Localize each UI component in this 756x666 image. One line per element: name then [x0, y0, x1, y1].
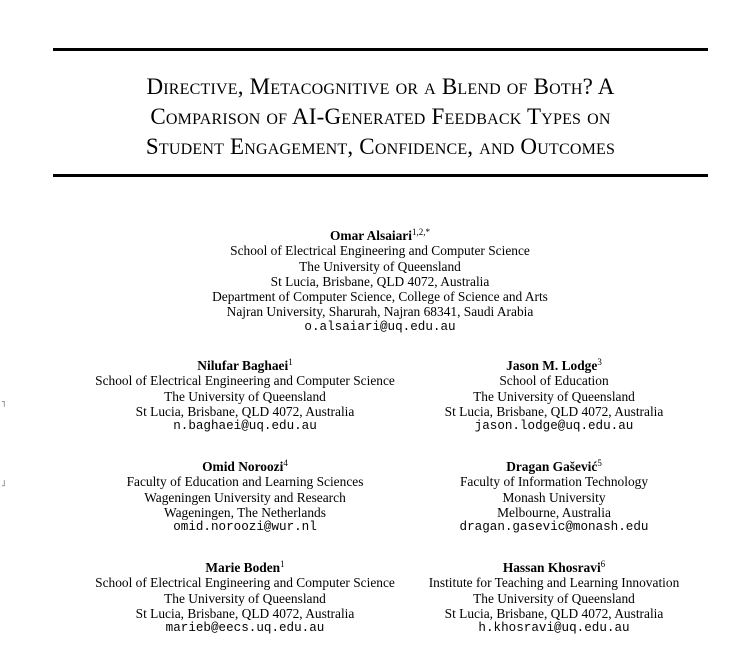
affiliation-line: The University of Queensland: [473, 388, 635, 404]
author-superscript: 1,2,*: [411, 227, 430, 237]
author-name: Marie Boden$^1$: [205, 559, 285, 575]
affiliation-line: School of Electrical Engineering and Computer Science: [95, 575, 395, 591]
author-block-baghaei: [65, 358, 425, 434]
author-email: h.khosravi@uq.edu.au: [478, 621, 630, 636]
title-line: Student Engagement, Confidence, and Outcomes: [145, 134, 616, 159]
affiliation-line: School of Electrical Engineering and Computer Science: [230, 243, 530, 259]
affiliation-line: Melbourne, Australia: [497, 504, 611, 520]
author-name: Omar Alsaiari$^{1,2,*}$: [330, 227, 430, 243]
author-name: Omid Noroozi$^4$: [202, 458, 288, 474]
affiliation-line: School of Education: [499, 373, 609, 389]
author-block-noroozi: [65, 459, 425, 535]
author-email: omid.noroozi@wur.nl: [173, 520, 317, 535]
author-email: o.alsaiari@uq.edu.au: [304, 319, 456, 334]
author-email: jason.lodge@uq.edu.au: [474, 419, 634, 434]
paper-title: [53, 72, 708, 162]
author-name: Hassan Khosravi$^6$: [502, 559, 606, 575]
affiliation-line: St Lucia, Brisbane, QLD 4072, Australia: [444, 605, 664, 621]
author-name: Nilufar Baghaei$^1$: [197, 357, 293, 373]
affiliation-line: Department of Computer Science, College of Science and Arts: [212, 289, 548, 305]
affiliation-line: St Lucia, Brisbane, QLD 4072, Australia: [135, 605, 355, 621]
title-bottom-rule: [53, 174, 708, 177]
author-superscript: 5: [597, 458, 602, 468]
title-top-rule: [53, 48, 708, 51]
affiliation-line: School of Electrical Engineering and Computer Science: [95, 373, 395, 389]
affiliation-line: The University of Queensland: [299, 258, 461, 274]
affiliation-line: The University of Queensland: [164, 388, 326, 404]
author-email: n.baghaei@uq.edu.au: [173, 419, 317, 434]
affiliation-line: Wageningen University and Research: [144, 489, 346, 505]
author-block-gasevic: [404, 459, 704, 535]
author-superscript: 4: [283, 458, 288, 468]
author-name: Jason M. Lodge$^3$: [506, 357, 602, 373]
author-superscript: 1: [280, 559, 285, 569]
affiliation-line: Faculty of Education and Learning Sciences: [126, 474, 364, 490]
margin-crop-mark: ˥: [1, 400, 6, 410]
title-line: Directive, Metacognitive or a Blend of Both? A: [146, 74, 615, 99]
author-block-lodge: [404, 358, 704, 434]
affiliation-line: Wageningen, The Netherlands: [164, 504, 326, 520]
margin-crop-mark: ˩: [1, 479, 6, 489]
author-name: Dragan Gašević$^5$: [506, 458, 602, 474]
affiliation-line: Najran University, Sharurah, Najran 68341, Saudi Arabia: [226, 304, 534, 320]
affiliation-line: St Lucia, Brisbane, QLD 4072, Australia: [444, 403, 664, 419]
affiliation-line: St Lucia, Brisbane, QLD 4072, Australia: [270, 273, 490, 289]
author-superscript: 3: [597, 357, 602, 367]
affiliation-line: The University of Queensland: [164, 590, 326, 606]
author-superscript: 6: [600, 559, 606, 569]
affiliation-line: Monash University: [502, 489, 606, 505]
affiliation-line: St Lucia, Brisbane, QLD 4072, Australia: [135, 403, 355, 419]
affiliation-line: Institute for Teaching and Learning Innovation: [428, 575, 680, 591]
author-email: dragan.gasevic@monash.edu: [459, 520, 649, 535]
title-line: Comparison of AI-Generated Feedback Types on: [150, 104, 611, 129]
author-email: marieb@eecs.uq.edu.au: [165, 621, 325, 636]
affiliation-line: Faculty of Information Technology: [459, 474, 649, 490]
affiliation-line: The University of Queensland: [473, 590, 635, 606]
author-block-boden: [65, 560, 425, 636]
author-superscript: 1: [288, 357, 293, 367]
author-block-alsaiari: [130, 228, 630, 335]
author-block-khosravi: [404, 560, 704, 636]
